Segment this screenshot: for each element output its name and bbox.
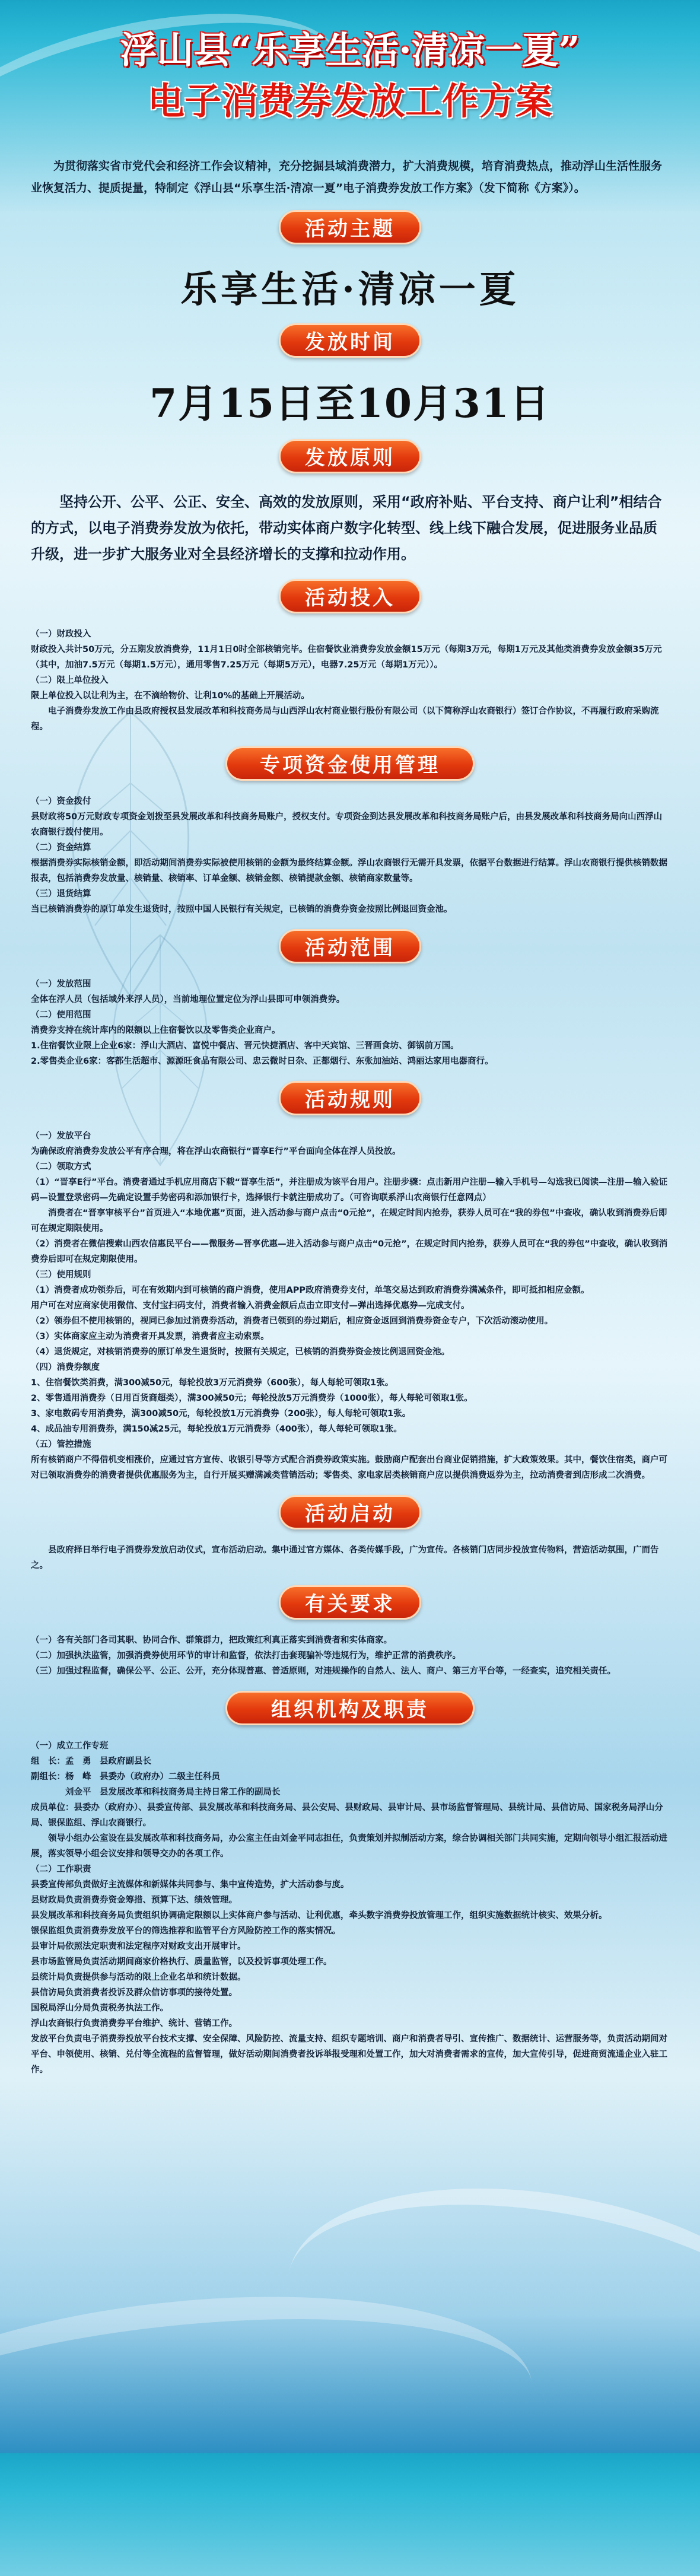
rules-line: 为确保政府消费券发放公平有序合理，将在浮山农商银行“晋享E行”平台面向全体在浮人员投放。 [31, 1147, 401, 1156]
investment-line: （一）财政投入 [31, 629, 91, 639]
investment-line: 财政投入共计50万元，分五期发放消费券，11月1日0时全部核销完毕。住宿餐饮业消费券发放金额15万元（每期3万元，每期1万元及其他类消费券发放金额35万元（其中，加油7.5万元（每期1.5万元），通用零售7.25万元（每期5万元），电器7.25万元（每期1万元））。 [31, 645, 662, 670]
requirements-line: （二）加强执法监管，加强消费券使用环节的审计和监督，依法打击套现骗补等违规行为，维护正常的消费秩序。 [31, 1651, 461, 1661]
investment-line: （二）限上单位投入 [31, 676, 109, 685]
rules-line: （2）领券但不使用核销的，视同已参加过消费券活动，消费者已领到的券过期后，相应资金返回到消费券资金专户，下次活动滚动使用。 [31, 1316, 553, 1326]
section-rules-header [31, 1081, 669, 1115]
section-org-header [31, 1691, 669, 1725]
rules-line: （四）消费券额度 [31, 1363, 100, 1372]
org-line: 县财政局负责消费券资金筹措、预算下达、绩效管理。 [31, 1896, 237, 1905]
section-org-label: 组织机构及职责 [225, 1691, 475, 1725]
investment-line: 限上单位投入以让利为主，在不滴给物价、让利10%的基础上开展活动。 [31, 691, 310, 701]
funds-line: （一）资金拨付 [31, 797, 91, 806]
rules-line: （2）消费者在微信搜索山西农信惠民平台——微服务—晋享优惠—进入活动参与商户点击“0元抢”，在规定时间内抢券，获券人员可在“我的券包”中查收，确认收到消费券后即可在规定期限使用。 [31, 1239, 668, 1264]
org-line: （一）成立工作专班 [31, 1741, 109, 1751]
org-line: 副组长：杨 峰 县委办（政府办）二级主任科员 [31, 1772, 220, 1782]
org-line: 县审计局依照法定职责和法定程序对财政支出开展审计。 [31, 1942, 246, 1951]
rules-line: 2、零售通用消费券（日用百货商超类），满300减50元；每轮投放5万元消费券（1000张），每人每轮可领取1张。 [31, 1394, 473, 1403]
section-scope-header [31, 929, 669, 963]
funds-body [31, 794, 669, 917]
section-funds-header [31, 746, 669, 781]
scope-body [31, 977, 669, 1069]
org-line: 组 长：孟 勇 县政府副县长 [31, 1757, 151, 1766]
org-line: 县发展改革和科技商务局负责组织协调确定限额以上实体商户参与活动、让利优惠，牵头数字消费券投放管理工作，组织实施数据统计核实、效果分析。 [31, 1911, 607, 1920]
funds-line: 当已核销消费券的原订单发生退货时，按照中国人民银行有关规定，已核销的消费券资金按照比例退回资金池。 [31, 905, 453, 914]
scope-line: （二）使用范围 [31, 1010, 91, 1020]
scope-line: （一）发放范围 [31, 979, 91, 989]
section-scope-label: 活动范围 [279, 929, 421, 963]
org-line: 县统计局负责提供参与活动的限上企业名单和统计数据。 [31, 1973, 246, 1982]
date-range-text: 7月15日至10月31日 [149, 380, 551, 427]
requirements-line: （一）各有关部门各司其职、协同合作、群策群力，把政策红利真正落实到消费者和实体商家。 [31, 1636, 392, 1645]
section-requirements-header [31, 1585, 669, 1620]
org-line: 成员单位：县委办（政府办）、县委宣传部、县发展改革和科技商务局、县公安局、县财政局、县审计局、县市场监督管理局、县统计局、县信访局、国家税务局浮山分局、银保监组、浮山农商银行。 [31, 1803, 663, 1828]
rules-line: （二）领取方式 [31, 1162, 91, 1172]
theme-text: 乐享生活·清凉一夏 [180, 268, 520, 311]
funds-line: （二）资金结算 [31, 843, 91, 853]
section-rules-label: 活动规则 [279, 1081, 421, 1115]
investment-line: 电子消费券发放工作由县政府授权县发展改革和科技商务局与山西浮山农村商业银行股份有限公司（以下简称浮山农商银行）签订合作协议，不再履行政府采购流程。 [31, 707, 659, 732]
section-requirements-label: 有关要求 [279, 1585, 421, 1620]
launch-paragraph: 县政府择日举行电子消费券发放启动仪式，宣布活动启动。集中通过官方媒体、各类传媒手段，广为宣传。各核销门店同步投放宣传物料，营造活动氛围，广而告之。 [31, 1545, 659, 1570]
org-line: 县信访局负责消费者投诉及群众信访事项的接待处置。 [31, 1988, 237, 1998]
scope-line: 消费券支持在统计库内的限额以上住宿餐饮以及零售类企业商户。 [31, 1026, 281, 1035]
section-principle-label: 发放原则 [279, 439, 421, 473]
rules-line: （1）“晋享E行”平台。消费者通过手机应用商店下载“晋享生活”，并注册成为该平台用户。注册步骤：点击新用户注册—输入手机号—勾选我已阅读—注册—输入验证码—设置登录密码—先确定设置手势密码和添加银行卡，选择银行卡就注册成功了。（可咨询联系浮山农商银行任意网点） [31, 1178, 668, 1203]
rules-line: 4、成品油专用消费券，满150减25元，每轮投放1万元消费券（400张），每人每轮可领取1张。 [31, 1424, 402, 1434]
scope-line: 全体在浮人员（包括域外来浮人员），当前地理位置定位为浮山县即可申领消费券。 [31, 995, 345, 1004]
intro-paragraph: 为贯彻落实省市党代会和经济工作会议精神，充分挖掘县域消费潜力，扩大消费规模，培育消费热点，推动浮山生活性服务业恢复活力、提质提量，特制定《浮山县“乐享生活·清凉一夏”电子消费券发放工作方案》（发下简称《方案》）。 [31, 160, 663, 195]
decorative-swoosh [0, 2265, 545, 2575]
org-line: 刘金平 县发展改革和科技商务局主持日常工作的副局长 [31, 1788, 281, 1797]
section-investment-header [31, 579, 669, 613]
section-investment-label: 活动投入 [279, 579, 421, 613]
section-launch-header [31, 1495, 669, 1529]
org-line: 发放平台负责电子消费券投放平台技术支撑、安全保障、风险防控、流量支持、组织专题培训、商户和消费者导引、宣传推广、数据统计、运营服务等，负责活动期间对平台、申领使用、核销、兑付等全流程的监督管理，做好活动期间消费者投诉举报受理和处置工作，加大对消费者需求的宣传，加大宣传引导，促进商贸流通企业入驻工作。 [31, 2034, 667, 2075]
scope-line: 1.住宿餐饮业限上企业6家：浮山大酒店、富悦中餐店、晋元快捷酒店、客中天宾馆、三晋画食坊、御锅前万国。 [31, 1041, 459, 1051]
rules-line: 1、住宿餐饮类消费，满300减50元，每轮投放3万元消费券（600张），每人每轮可领取1张。 [31, 1378, 394, 1388]
principle-paragraph: 坚持公开、公平、公正、安全、高效的发放原则，采用“政府补贴、平台支持、商户让利”相结合的方式，以电子消费券发放为依托，带动实体商户数字化转型、线上线下融合发展，促进服务业品质升级，进一步扩大服务业对全县经济增长的支撑和拉动作用。 [31, 494, 662, 562]
rules-line: （4）退货规定，对核销消费券的原订单发生退货时，按照有关规定，已核销的消费券资金按比例退回资金池。 [31, 1347, 450, 1357]
scope-line: 2.零售类企业6家：客都生活超市、源源旺食品有限公司、忠云微时日杂、正都烟行、东张加油站、鸿丽达家用电器商行。 [31, 1057, 494, 1066]
funds-line: 县财政将50万元财政专项资金划拨至县发展改革和科技商务局账户，授权支付。专项资金到达县发展改革和科技商务局账户后，由县发展改革和科技商务局向山西浮山农商银行拨付使用。 [31, 812, 663, 837]
section-launch-label: 活动启动 [279, 1495, 421, 1529]
page-title-line-1: 浮山县“乐享生活·清凉一夏” [120, 28, 580, 72]
org-line: 县市场监管局负责活动期间商家价格执行、质量监管，以及投诉事项处理工作。 [31, 1957, 332, 1967]
org-body [31, 1738, 669, 2078]
page-header [0, 0, 700, 127]
rules-line: 所有核销商户不得借机变相涨价，应通过官方宣传、收银引导等方式配合消费券政策实施。鼓励商户配套出台商业促销措施，扩大政策效果。其中，餐饮住宿类，商户可对已领取消费券的消费者提供优惠服务为主，自行开展买赠满减类营销活动；零售类、家电家居类核销商户应以提供消费返券为主，拉动消费者到店形成二次消费。 [31, 1455, 667, 1480]
rules-line: （1）消费者成功领券后，可在有效期内到可核销的商户消费，使用APP政府消费券支付，单笔交易达到政府消费券满减条件，即可抵扣相应金额。 [31, 1286, 590, 1295]
requirements-body [31, 1633, 669, 1679]
page-title-line-2: 电子消费券发放工作方案 [147, 79, 552, 123]
section-principle-header [31, 439, 669, 473]
rules-line: （三）使用规则 [31, 1270, 91, 1280]
rules-line: 消费者在“晋享审核平台”首页进入“本地优惠”页面，进入活动参与商户点击“0元抢”，在规定时间内抢券，获券人员可在“我的券包”中查收，确认收到消费券后即可在规定期限使用。 [31, 1209, 667, 1233]
section-theme-label: 活动主题 [279, 210, 421, 244]
rules-body [31, 1128, 669, 1483]
funds-line: 根据消费券实际核销金额，即活动期间消费券实际被使用核销的金额为最终结算金额。浮山农商银行无需开具发票，依据平台数据进行结算。浮山农商银行提供核销数据报表，包括消费券发放量、核销量、核销率、订单金额、核销金额、核销提款金额、核销商家数量等。 [31, 858, 667, 883]
rules-line: 用户可在对应商家使用微信、支付宝扫码支付，消费者输入消费金额后点击立即支付—弹出选择优惠券—完成支付。 [31, 1301, 470, 1311]
section-funds-label: 专项资金使用管理 [225, 746, 475, 781]
decorative-swoosh [267, 2151, 700, 2489]
rules-line: （一）发放平台 [31, 1131, 91, 1141]
investment-body [31, 626, 669, 734]
section-theme-header [31, 210, 669, 244]
rules-line: （3）实体商家应主动为消费者开具发票，消费者应主动索票。 [31, 1332, 269, 1341]
org-line: 国税局浮山分局负责税务执法工作。 [31, 2003, 168, 2013]
org-line: （二）工作职责 [31, 1865, 91, 1874]
section-time-label: 发放时间 [279, 323, 421, 358]
org-line: 银保监组负责消费券发放平台的筛选推荐和监管平台方风险防控工作的落实情况。 [31, 1926, 341, 1936]
section-time-header [31, 323, 669, 358]
page-content [0, 155, 700, 2078]
org-line: 浮山农商银行负责消费券平台维护、统计、营销工作。 [31, 2019, 237, 2028]
rules-line: （五）管控措施 [31, 1440, 91, 1449]
funds-line: （三）退货结算 [31, 889, 91, 899]
rules-line: 3、家电数码专用消费券，满300减50元，每轮投放1万元消费券（200张），每人每轮可领取1张。 [31, 1409, 411, 1419]
org-line: 县委宣传部负责做好主流媒体和新媒体共同参与、集中宣传造势，扩大活动参与度。 [31, 1880, 349, 1890]
org-line: 领导小组办公室设在县发展改革和科技商务局，办公室主任由刘金平同志担任，负责策划并拟制活动方案，综合协调相关部门共同实施，定期向领导小组汇报活动进展，落实领导小组会议安排和领导交办的各项工作。 [31, 1834, 667, 1859]
requirements-line: （三）加强过程监督，确保公平、公正、公开，充分体现普惠、普适原则，对违规操作的自然人、法人、商户、第三方平台等，一经查实，追究相关责任。 [31, 1667, 616, 1676]
